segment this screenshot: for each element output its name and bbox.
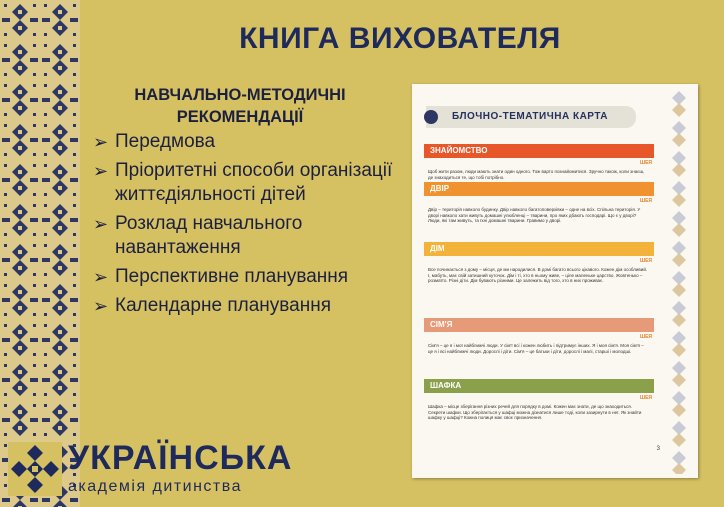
section-tag: ШЕЯ (640, 334, 652, 340)
book-section (424, 379, 654, 421)
section-text: Щоб жити разом, люди мають знати один одного. Тож варто познайомитися. Зручно також, коли знаєш, де знаходиться те, що тобі потрібно. (428, 169, 645, 180)
section-tag: ШЕЯ (640, 198, 652, 204)
subtitle-line-1: НАВЧАЛЬНО-МЕТОДИЧНІ (134, 86, 346, 104)
section-subtitle (95, 84, 385, 128)
logo-sub-text: академія дитинства (68, 478, 242, 495)
list-item (93, 265, 413, 289)
list-item (93, 159, 413, 207)
list-item-text: Календарне планування (115, 295, 331, 316)
book-section (424, 242, 654, 284)
page-title: КНИГА ВИХОВАТЕЛЯ (239, 22, 561, 55)
card-header-title: БЛОЧНО-ТЕМАТИЧНА КАРТА (452, 111, 609, 122)
section-text: Шафка – місце зберігання різних речей для порядку в домі. Кожен має знати, де що знаходиться. Секрети шафки. Що зберігається у шафці можна дізнатися лише тоді, коли зазирнути в неї. Як знайти шафку у шафці? Кожна полиця має своє призначення. (428, 404, 642, 420)
book-section (424, 318, 654, 354)
section-text: Двір – територія навколо будинку. Двір навколо багатоповерхівки – одне на всіх. Спільна територія. У дворі навколо хати живуть домашні улюбленці – тварини, про яких дбають господарі. Що є у дворі? Люди, які там живуть, та їхні домашні тварини. Гравимо у дворі. (428, 207, 641, 223)
arrow-bullet-icon: ➢ (93, 161, 109, 181)
list-item (93, 212, 413, 260)
list-item-text: Перспективне планування (115, 266, 349, 287)
section-tag: ШЕЯ (640, 160, 652, 166)
subtitle-line-2: РЕКОМЕНДАЦІЇ (176, 108, 304, 126)
page-ornament-icon (664, 88, 694, 474)
list-item (93, 130, 413, 154)
decorative-ornament-border (0, 0, 80, 507)
book-section (424, 182, 654, 224)
logo-main-text: УКРАЇНСЬКА (68, 439, 293, 477)
arrow-bullet-icon: ➢ (93, 214, 109, 234)
section-tag: ШЕЯ (640, 258, 652, 264)
list-item-text: Передмова (115, 131, 216, 152)
arrow-bullet-icon: ➢ (93, 296, 109, 316)
book-page-preview (412, 84, 698, 478)
section-tag: ШЕЯ (640, 395, 652, 401)
card-header (426, 106, 636, 128)
logo-mark-icon (8, 442, 62, 496)
contents-list (93, 130, 413, 323)
arrow-bullet-icon: ➢ (93, 267, 109, 287)
section-text: Все починається з дому – місця, де ми народилися. В домі багато всього цікавого. Кожен дім особливий. І, мабуть, має свій затишний куточок. Дім і ті, хто в ньому живе, – ціле маленьке царство. Жовтенько – розмаїто. Різні діти. Дім бувають різними. Це залежить від того, хто в них проживає. (428, 267, 648, 283)
page-number: 3 (656, 446, 660, 452)
list-item-text: Розклад навчального навантаження (115, 213, 303, 258)
list-item (93, 294, 413, 318)
arrow-bullet-icon: ➢ (93, 132, 109, 152)
section-bar: ДІМ (424, 242, 654, 256)
section-text: Сім'я – це я і мої найближчі люди. У сім'ї всі і кожен любить і підтримує інших. Я і моя сім'я. Моя сім'я – це я і всі найближчі люди. Дорослі і діти. Сім'я – це батьки і діти, дорослі і малі, старші і молодші. (428, 343, 644, 354)
section-bar: ШАФКА (424, 379, 654, 393)
section-bar: ЗНАЙОМСТВО (424, 144, 654, 158)
header-circle-icon (424, 110, 438, 124)
book-section (424, 144, 654, 180)
section-bar: СІМ'Я (424, 318, 654, 332)
section-bar: ДВІР (424, 182, 654, 196)
list-item-text: Пріоритетні способи організації життєдіяльності дітей (115, 160, 393, 205)
publisher-logo (8, 439, 293, 500)
